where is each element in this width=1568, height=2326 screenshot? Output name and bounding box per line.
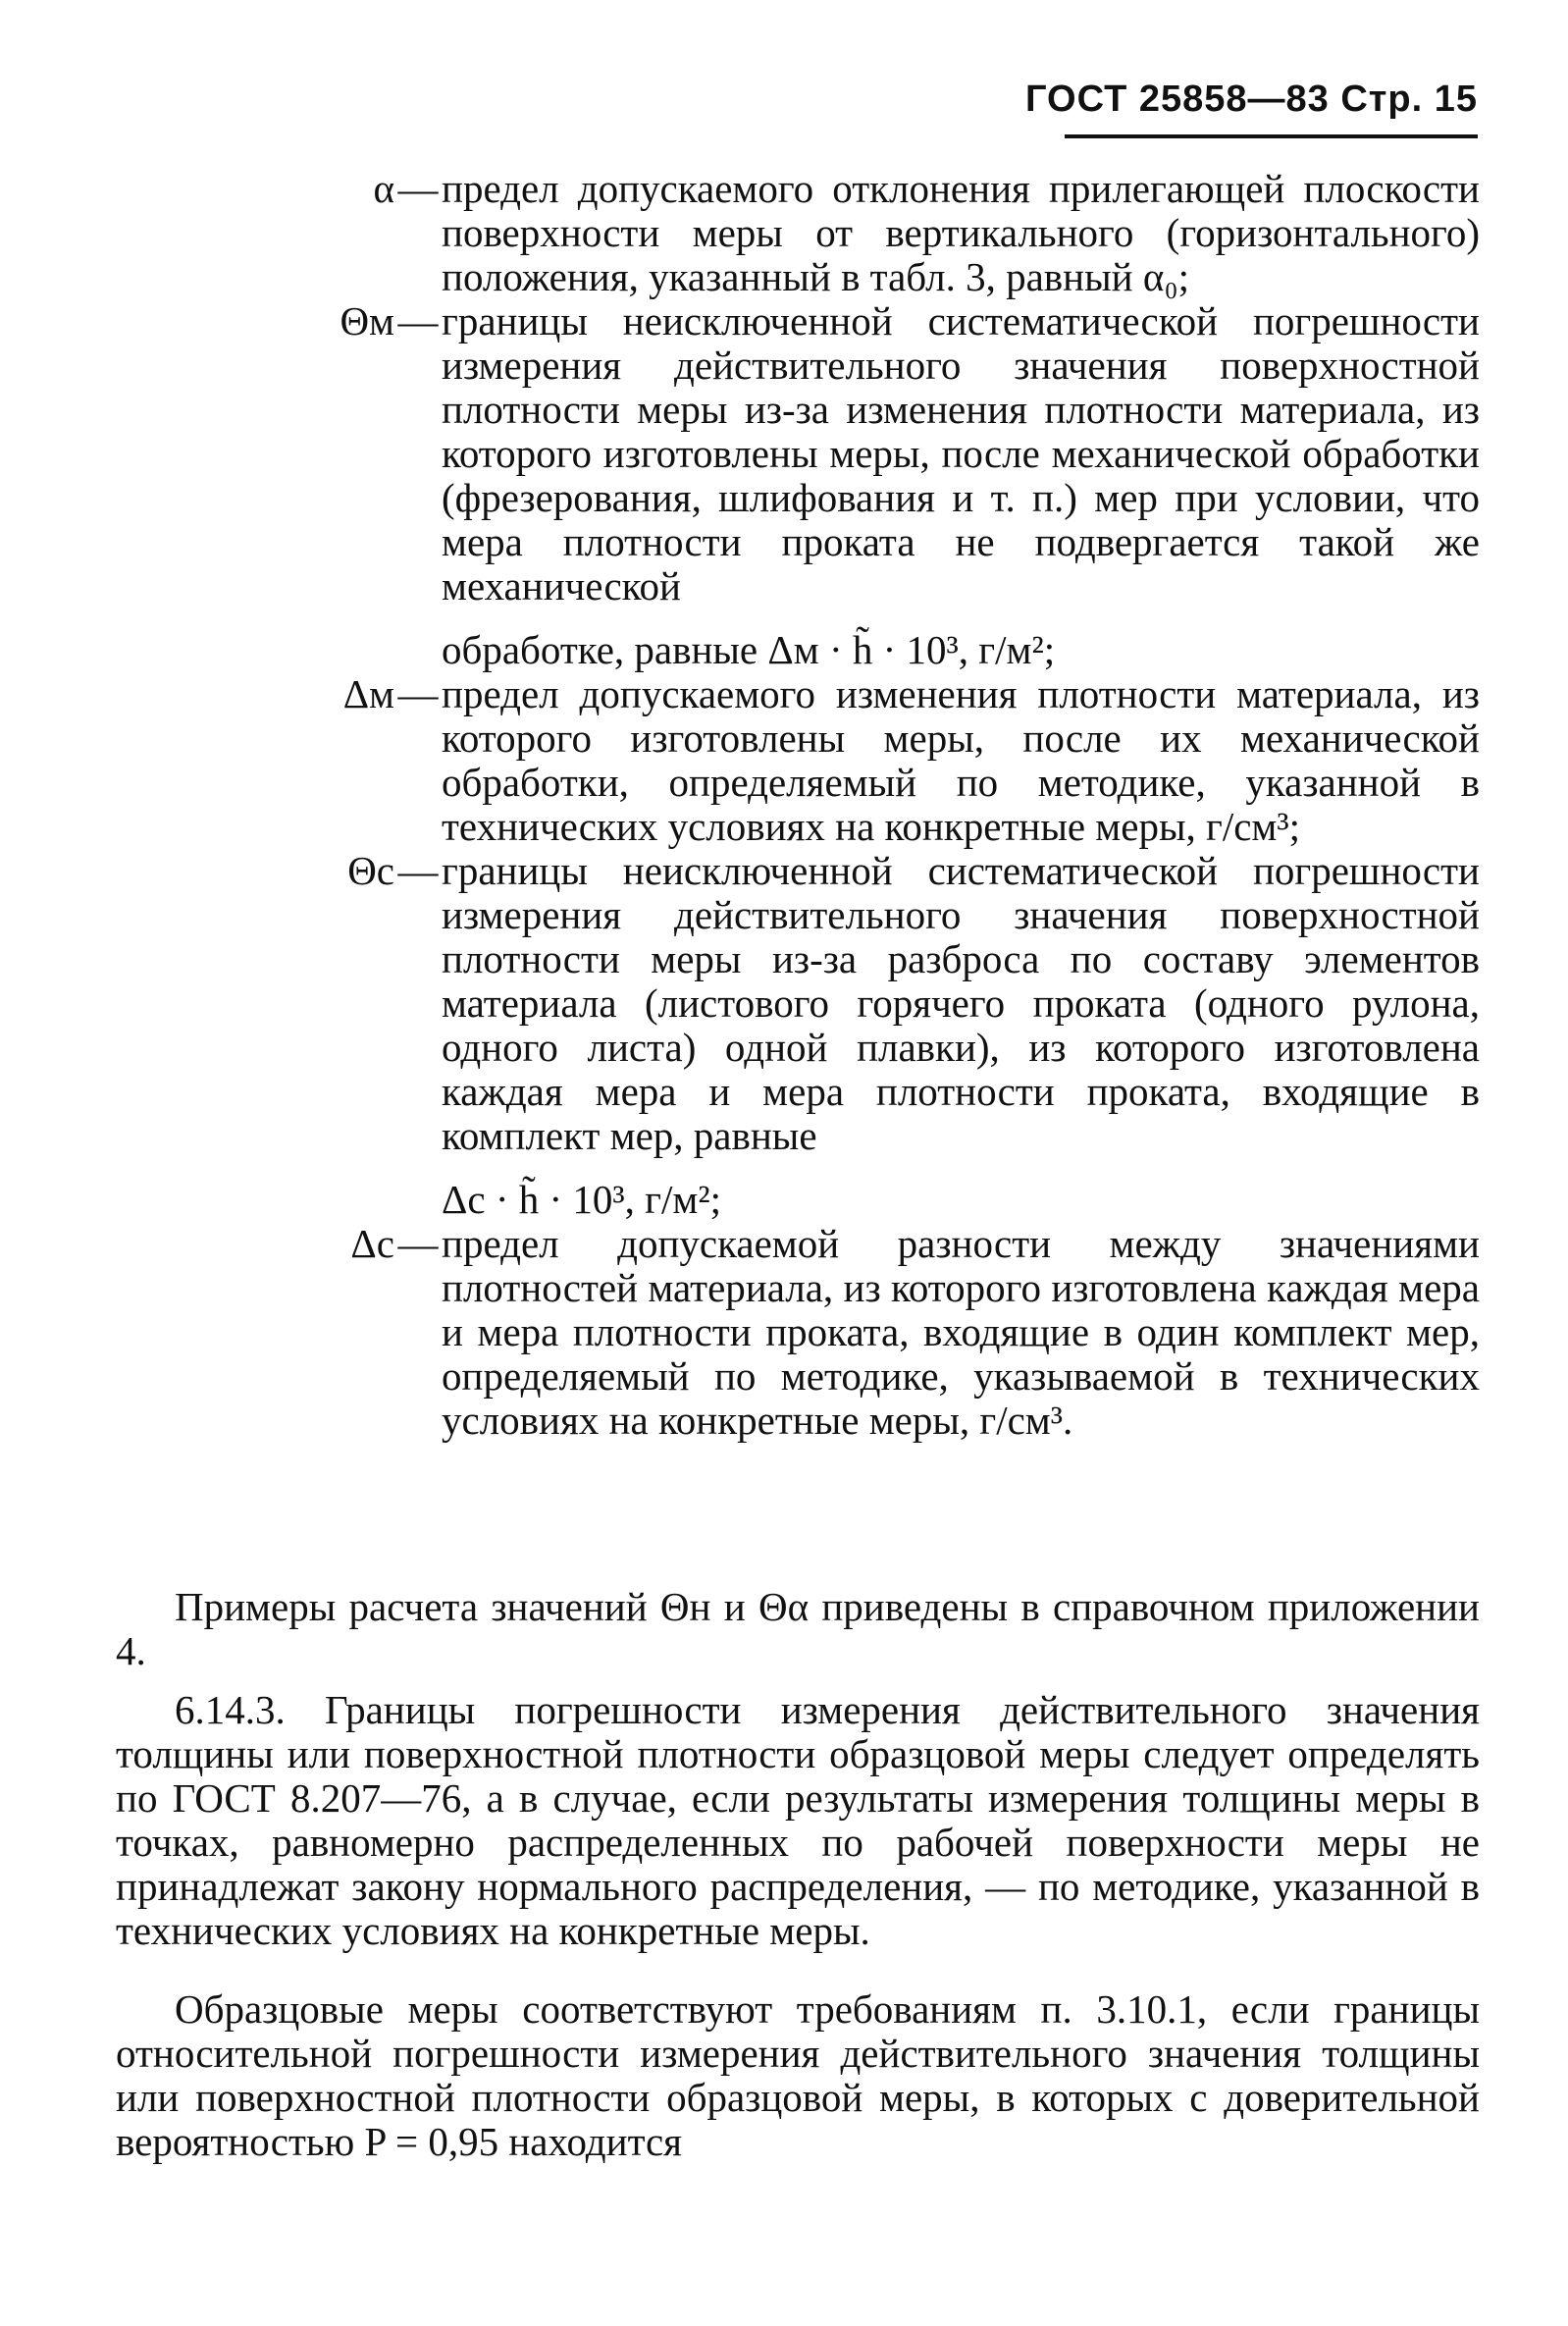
definition-alpha	[265, 167, 1480, 299]
definition-dash: —	[397, 671, 439, 716]
definition-symbol: Θс	[347, 848, 394, 893]
definition-formula: обработке, равные Δм · h̃ · 10³, г/м²;	[442, 627, 1056, 672]
definition-dash: —	[397, 848, 439, 893]
definition-dash: —	[397, 166, 439, 211]
definition-text: предел допускаемого изменения плотности материала, из которого изготовлены меры, после их механической обработки, определяемый по методике, указанной в технических условиях на конкретные меры, г/см³;	[442, 671, 1480, 849]
definition-formula: Δс · h̃ · 10³, г/м²;	[442, 1177, 721, 1222]
definition-dash: —	[397, 1221, 439, 1266]
definition-text: предел допускаемой разности между значениями плотностей материала, из которого изготовлена каждая мера и мера плотности проката, входящие в один комплект мер, определяемый по методике, указываемой в технических условиях на конкретные меры, г/см³.	[442, 1221, 1480, 1443]
definition-symbol: Δс	[350, 1221, 394, 1266]
definition-symbol: Δм	[342, 671, 394, 716]
definition-delta-c	[265, 1222, 1480, 1443]
definition-text: границы неисключенной систематической погрешности измерения действительного значения поверхностной плотности меры из-за изменения плотности материала, из которого изготовлены меры, после механической обработки (фрезерования, шлифования и т. п.) мер при условии, что мера плотности проката не подвергается такой же механической	[442, 298, 1480, 608]
definition-theta-m	[265, 299, 1480, 672]
definition-dash: —	[397, 298, 439, 344]
definition-text: предел допускаемого отклонения прилегающей плоскости поверхности меры от вертикального (горизонтального) положения, указанный в табл. 3, равный α₀;	[442, 166, 1480, 299]
definition-symbol: α	[373, 166, 394, 211]
definition-symbol: Θм	[340, 298, 394, 344]
page-number: Стр. 15	[1340, 79, 1478, 120]
definition-theta-c	[265, 849, 1480, 1222]
definitions-list	[265, 167, 1480, 1443]
paragraph-examples: Примеры расчета значений Θн и Θα приведены в справочном приложении 4.	[116, 1584, 1480, 1673]
header-rule	[1065, 134, 1478, 138]
page-header	[1025, 79, 1478, 121]
paragraph-6-14-3: 6.14.3. Границы погрешности измерения действительного значения толщины или поверхностной плотности образцовой меры следует определять по ГОСТ 8.207—76, а в случае, если результаты измерения толщины меры в точках, равномерно распределенных по рабочей поверхности меры не принадлежат закону нормального распределения, — по методике, указанной в технических условиях на конкретные меры.	[116, 1687, 1480, 1953]
definition-delta-m	[265, 672, 1480, 849]
paragraph-reference-measures: Образцовые меры соответствуют требованиям п. 3.10.1, если границы относительной погрешности измерения действительного значения толщины или поверхностной плотности образцовой меры, в которых с доверительной вероятностью P = 0,95 находится	[116, 1986, 1480, 2164]
definition-text: границы неисключенной систематической погрешности измерения действительного значения поверхностной плотности меры из-за разброса по составу элементов материала (листового горячего проката (одного рулона, одного листа) одной плавки), из которого изготовлена каждая мера и мера плотности проката, входящие в комплект мер, равные	[442, 848, 1480, 1158]
standard-number: ГОСТ 25858—83	[1024, 79, 1330, 120]
